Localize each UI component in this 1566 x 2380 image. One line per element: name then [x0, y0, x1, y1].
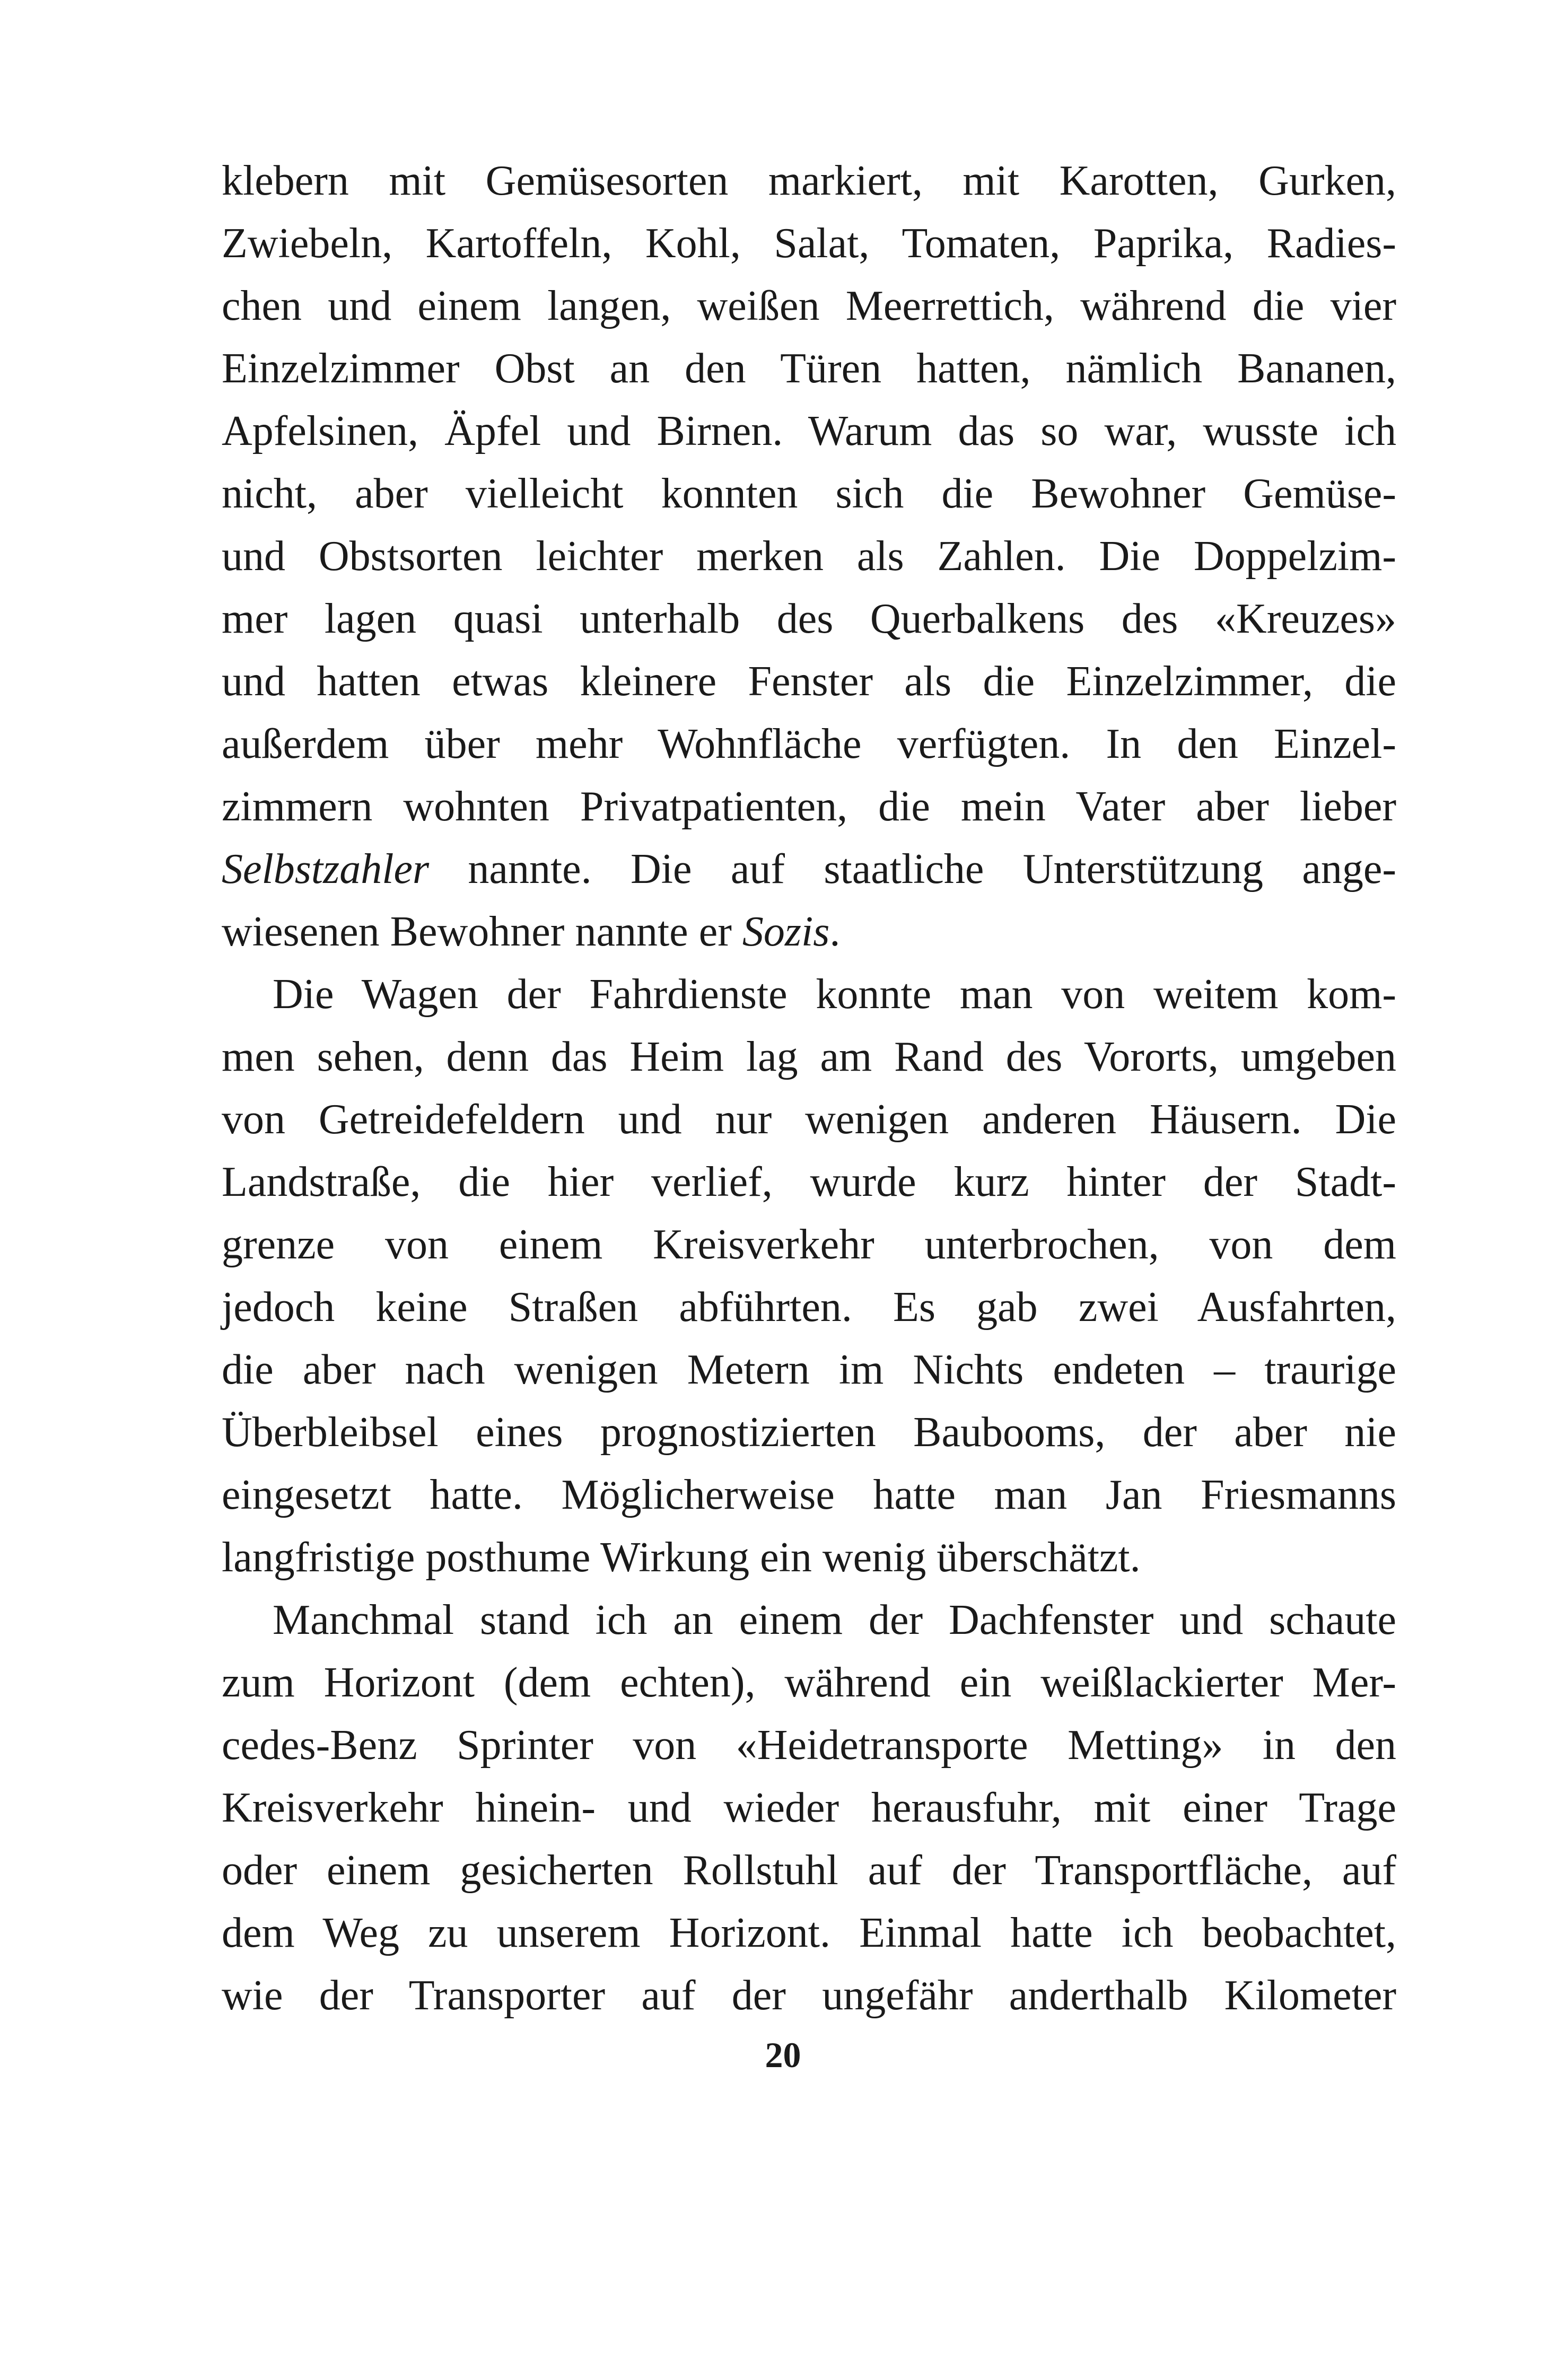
text-line: chen und einem langen, weißen Meerrettich, während die vier [222, 283, 1396, 329]
text-fragment: wiesenen Bewohner nannte er [222, 908, 742, 955]
text-fragment: nannte. Die auf staatliche Unterstützung ange- [429, 846, 1396, 892]
italic-term: Sozis [742, 908, 830, 955]
text-line: cedes-Benz Sprinter von «Heidetransporte Metting» in den [222, 1722, 1396, 1769]
text-line: wie der Transporter auf der ungefähr anderthalb Kilometer [222, 1972, 1396, 2019]
text-line: und Obstsorten leichter merken als Zahlen. Die Doppelzim- [222, 533, 1396, 580]
text-line: Einzelzimmer Obst an den Türen hatten, nämlich Bananen, [222, 345, 1396, 392]
text-line: Die Wagen der Fahrdienste konnte man von weitem kom- [273, 971, 1396, 1018]
italic-term: Selbstzahler [222, 846, 430, 892]
text-line: mer lagen quasi unterhalb des Querbalkens des «Kreuzes» [222, 596, 1396, 642]
text-line: zimmern wohnten Privatpatienten, die mein Vater aber lieber [222, 783, 1396, 830]
text-line: die aber nach wenigen Metern im Nichts endeten – traurige [222, 1346, 1396, 1393]
text-line: jedoch keine Straßen abführten. Es gab zwei Ausfahrten, [222, 1284, 1396, 1331]
text-line: Landstraße, die hier verlief, wurde kurz hinter der Stadt- [222, 1159, 1396, 1205]
text-line: Überbleibsel eines prognostizierten Baubooms, der aber nie [222, 1409, 1396, 1456]
text-line: grenze von einem Kreisverkehr unterbrochen, von dem [222, 1221, 1396, 1268]
text-line: oder einem gesicherten Rollstuhl auf der Transportfläche, auf [222, 1847, 1396, 1894]
text-line: men sehen, denn das Heim lag am Rand des Vororts, umgeben [222, 1034, 1396, 1080]
body-text [222, 150, 1396, 2027]
text-line: zum Horizont (dem echten), während ein weißlackierter Mer- [222, 1659, 1396, 1706]
text-line: außerdem über mehr Wohnfläche verfügten. In den Einzel- [222, 721, 1396, 767]
text-line [222, 838, 1396, 900]
text-line: eingesetzt hatte. Möglicherweise hatte man Jan Friesmanns [222, 1472, 1396, 1518]
page-number: 20 [765, 2035, 801, 2075]
text-line: nicht, aber vielleicht konnten sich die Bewohner Gemüse- [222, 470, 1396, 517]
text-line: Zwiebeln, Kartoffeln, Kohl, Salat, Tomaten, Paprika, Radies- [222, 220, 1396, 267]
text-line: langfristige posthume Wirkung ein wenig überschätzt. [222, 1534, 1141, 1581]
text-line: dem Weg zu unserem Horizont. Einmal hatte ich beobachtet, [222, 1910, 1396, 1956]
text-line: Kreisverkehr hinein- und wieder herausfuhr, mit einer Trage [222, 1784, 1396, 1831]
text-line [222, 900, 1396, 963]
text-line: von Getreidefeldern und nur wenigen anderen Häusern. Die [222, 1096, 1396, 1143]
text-line: Apfelsinen, Äpfel und Birnen. Warum das so war, wusste ich [222, 408, 1396, 454]
text-line: klebern mit Gemüsesorten markiert, mit Karotten, Gurken, [222, 158, 1396, 204]
text-line: Manchmal stand ich an einem der Dachfenster und schaute [273, 1597, 1396, 1643]
text-fragment: . [829, 908, 841, 955]
text-line: und hatten etwas kleinere Fenster als die Einzelzimmer, die [222, 658, 1396, 705]
